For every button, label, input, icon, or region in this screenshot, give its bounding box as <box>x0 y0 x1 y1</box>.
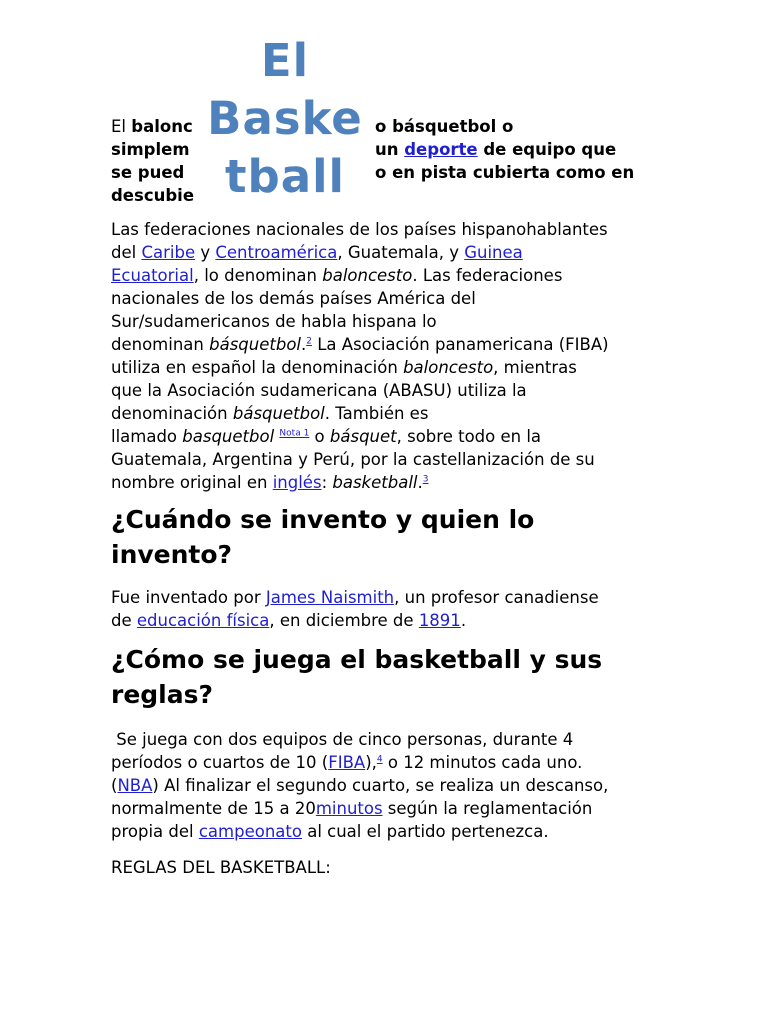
paragraph-line <box>111 586 671 609</box>
text: . <box>460 611 467 630</box>
intro-text: descubie <box>111 186 195 205</box>
text: . También es <box>324 404 429 423</box>
italic-text: básquetbol <box>232 404 325 423</box>
paragraph-line <box>111 264 671 287</box>
text: La Asociación panamericana (FIBA) <box>311 335 609 354</box>
ecuatorial-link[interactable]: Ecuatorial <box>111 266 194 285</box>
intro-text: El <box>111 117 132 136</box>
heading-line: reglas? <box>111 680 214 709</box>
text: denominan <box>111 335 210 354</box>
intro-line1-left <box>111 115 193 138</box>
paragraph-line <box>111 241 671 264</box>
intro-text: de equipo que <box>477 140 617 159</box>
intro-text: un <box>375 140 405 159</box>
title-line: tball <box>195 148 375 206</box>
paragraph-line <box>111 609 671 632</box>
text: y <box>195 243 216 262</box>
guinea-link[interactable]: Guinea <box>464 243 523 262</box>
paragraph-line: Sur/sudamericanos de habla hispana lo <box>111 312 437 331</box>
minutos-link[interactable]: minutos <box>315 799 383 818</box>
footnote-ref[interactable]: Nota 1 <box>279 428 310 439</box>
text: . Las federaciones <box>412 266 563 285</box>
italic-text: basketball <box>332 473 418 492</box>
centroamerica-link[interactable]: Centroamérica <box>215 243 338 262</box>
italic-text: básquetbol <box>209 335 301 354</box>
campeonato-link[interactable]: campeonato <box>198 822 302 841</box>
heading-line: invento? <box>111 540 233 569</box>
paragraph-line <box>111 820 671 843</box>
title-line: El <box>195 32 375 90</box>
intro-text: o en pista cubierta como en <box>375 163 635 182</box>
intro-text: simplem <box>111 140 190 159</box>
text: . <box>301 335 307 354</box>
year-1891-link[interactable]: 1891 <box>418 611 461 630</box>
text: de <box>111 611 137 630</box>
title-line: Baske <box>195 90 375 148</box>
italic-text: básquet <box>329 427 397 446</box>
text: , mientras <box>493 358 577 377</box>
text: normalmente de 15 a 20 <box>111 799 316 818</box>
invention-paragraph <box>111 586 671 632</box>
rules-label <box>111 856 671 879</box>
text: propia del <box>111 822 199 841</box>
james-naismith-link[interactable]: James Naismith <box>265 588 395 607</box>
paragraph-line <box>111 425 671 448</box>
text: , lo denominan <box>193 266 323 285</box>
text: ) Al finalizar el segundo cuarto, se realiza un descanso, <box>152 776 609 795</box>
italic-text: baloncesto <box>403 358 494 377</box>
italic-text: basquetbol <box>182 427 280 446</box>
text: , Guatemala, y <box>337 243 465 262</box>
text: períodos o cuartos de 10 ( <box>111 753 329 772</box>
intro-text: se pued <box>111 163 185 182</box>
paragraph-line <box>111 402 671 425</box>
intro-line2-right <box>375 138 616 161</box>
paragraph-line: Las federaciones nacionales de los países hispanohablantes <box>111 220 608 239</box>
text: según la reglamentación <box>382 799 593 818</box>
text: llamado <box>111 427 183 446</box>
caribe-link[interactable]: Caribe <box>141 243 196 262</box>
italic-text: baloncesto <box>322 266 413 285</box>
paragraph-line: Se juega con dos equipos de cinco personas, durante 4 <box>111 730 574 749</box>
text: al cual el partido pertenezca. <box>301 822 549 841</box>
paragraph-line <box>111 774 671 797</box>
footnote-ref[interactable]: 3 <box>422 474 429 485</box>
text: del <box>111 243 142 262</box>
deporte-link[interactable]: deporte <box>404 140 478 159</box>
paragraph-line <box>111 356 671 379</box>
paragraph-line: Guatemala, Argentina y Perú, por la castellanización de su <box>111 450 595 469</box>
intro-text: balonc <box>131 117 193 136</box>
text: , sobre todo en la <box>396 427 542 446</box>
ingles-link[interactable]: inglés <box>272 473 322 492</box>
text: denominación <box>111 404 233 423</box>
paragraph-line: que la Asociación sudamericana (ABASU) utiliza la <box>111 381 527 400</box>
heading-rules <box>111 642 671 712</box>
text: ), <box>365 753 377 772</box>
text: , en diciembre de <box>269 611 419 630</box>
heading-line: ¿Cómo se juega el basketball y sus <box>111 645 603 674</box>
paragraph-line <box>111 797 671 820</box>
page-title <box>195 32 375 206</box>
text: ( <box>111 776 118 795</box>
text: , un profesor canadiense <box>394 588 599 607</box>
intro-text: o básquetbol o <box>375 117 514 136</box>
fiba-link[interactable]: FIBA <box>328 753 366 772</box>
paragraph-line <box>111 471 671 494</box>
text: nombre original en <box>111 473 273 492</box>
paragraph-line: nacionales de los demás países América del <box>111 289 476 308</box>
text: . <box>417 473 423 492</box>
heading-line: ¿Cuándo se invento y quien lo <box>111 505 535 534</box>
text: Fue inventado por <box>111 588 266 607</box>
footnote-ref[interactable]: 4 <box>376 754 383 765</box>
text: utiliza en español la denominación <box>111 358 404 377</box>
footnote-ref[interactable]: 2 <box>306 336 312 347</box>
paragraph-line: REGLAS DEL BASKETBALL: <box>111 858 331 877</box>
heading-invention <box>111 502 671 572</box>
federaciones-paragraph <box>111 218 671 494</box>
text: : <box>321 473 333 492</box>
nba-link[interactable]: NBA <box>117 776 153 795</box>
gameplay-paragraph <box>111 728 671 843</box>
paragraph-line <box>111 333 671 356</box>
text: o 12 minutos cada uno. <box>382 753 583 772</box>
educacion-fisica-link[interactable]: educación física <box>136 611 270 630</box>
text: o <box>309 427 330 446</box>
paragraph-line <box>111 751 671 774</box>
